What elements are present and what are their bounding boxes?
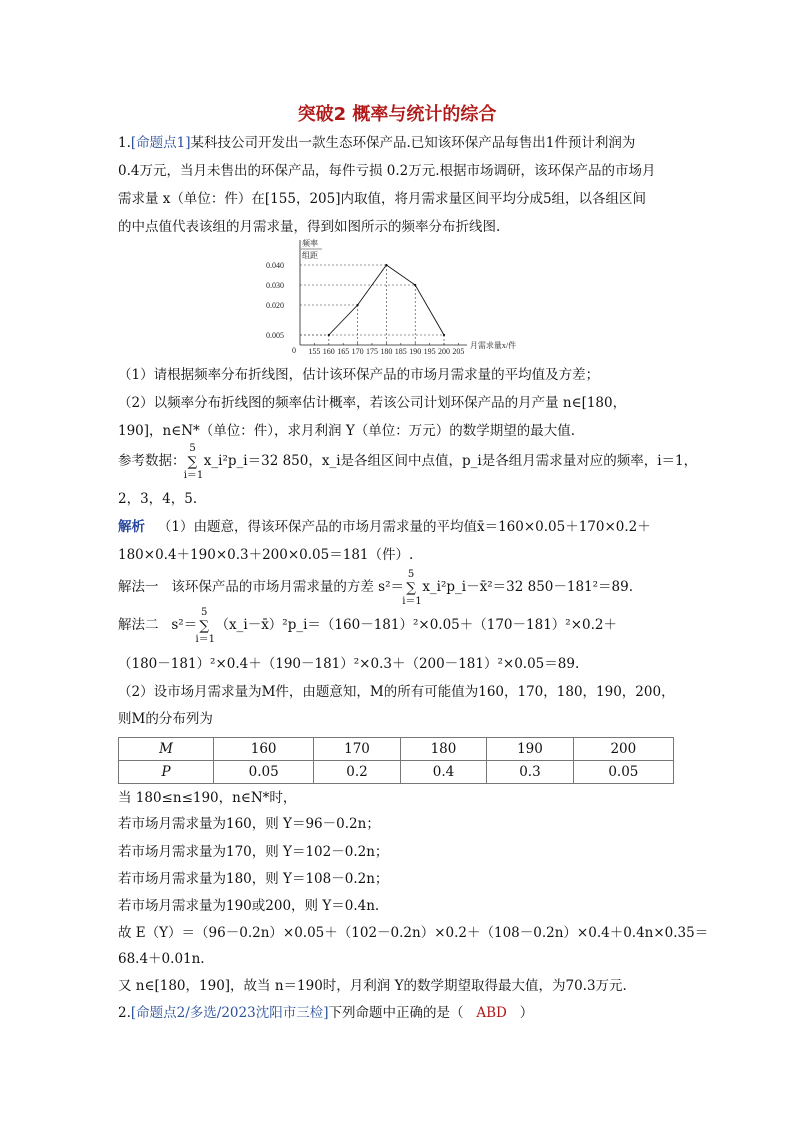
sum-symbol: ∑ 5 i＝1 [404, 579, 418, 597]
question-tag: [命题点1] [130, 135, 191, 151]
method-text: （x_i－x̄）²p_i＝（160－181）²×0.05＋（170－181）²×0.2＋ [215, 617, 617, 633]
x-tick-label: 175 [366, 347, 378, 356]
method-text: 该环保产品的市场月需求量的方差 s²＝ [171, 579, 405, 595]
solution-line: 若市场月需求量为160，则 Y＝96－0.2n； [118, 816, 380, 832]
reference-data: 2，3，4，5. [118, 491, 198, 507]
data-point [385, 264, 387, 266]
y-tick-label: 0.020 [266, 301, 284, 310]
page-title: 突破2 概率与统计的综合 [297, 104, 497, 125]
question-tag: [命题点2/多选/2023沈阳市三检] [130, 1005, 329, 1021]
method-label: 解法二 [118, 617, 159, 633]
part-2: 190]，n∈N*（单位：件），求月利润 Y（单位：万元）的数学期望的最大值. [118, 423, 576, 439]
part-2: （2）以频率分布折线图的频率估计概率，若该公司计划环保产品的月产量 n∈[180， [118, 395, 627, 411]
ref-label: 参考数据： [118, 453, 186, 469]
table-cell: 0.05 [573, 761, 673, 784]
sum-top: 5 [189, 442, 196, 454]
solution-line: 180×0.4＋190×0.3＋200×0.05＝181（件）. [118, 547, 414, 563]
ref-text: x_i是各组区间中点值，p_i是各组月需求量对应的频率，i＝1， [321, 453, 698, 469]
x-tick-label: 180 [380, 347, 393, 356]
part-1: （1）请根据频率分布折线图，估计该环保产品的市场月需求量的平均值及方差； [118, 367, 600, 383]
sum-top: 5 [407, 568, 415, 580]
cell-text: M [159, 741, 173, 757]
origin-label: 0 [292, 346, 296, 355]
x-tick-label: 190 [409, 347, 422, 356]
data-point [357, 304, 359, 306]
solution-line: 若市场月需求量为180，则 Y＝108－0.2n； [118, 871, 389, 887]
question-number: 2. [118, 1005, 131, 1021]
solution-text: （1）由题意，得该环保产品的市场月需求量的平均值x̄＝160×0.05＋170×0.2＋ [157, 519, 651, 535]
ref-formula: x_i²p_i＝32 850， [203, 453, 322, 469]
solution-line [118, 518, 651, 536]
table-cell: 190 [487, 738, 573, 761]
table-cell: 0.3 [487, 761, 573, 784]
data-point [328, 334, 330, 336]
sum-bottom: i＝1 [402, 595, 422, 607]
q1-line: 的中点值代表该组的月需求量，得到如图所示的频率分布折线图. [118, 219, 501, 235]
x-tick-label: 170 [351, 347, 364, 356]
question-text: ） [519, 1005, 534, 1021]
method-text: x_i²p_i－x̄²＝32 850－181²＝89. [422, 579, 634, 595]
data-point [414, 284, 416, 286]
part-2-solution: 则M的分布列为 [118, 711, 213, 727]
solution-line: 又 n∈[180，190]，故当 n＝190时，月利润 Y的数学期望取得最大值，为70.3万元. [118, 978, 627, 994]
y-label-top: 频率 [302, 239, 318, 248]
method-2: （180－181）²×0.4＋（190－181）²×0.3＋（200－181）²×0.05＝89. [118, 656, 580, 672]
x-tick-label: 195 [423, 347, 436, 356]
table-row [119, 738, 674, 761]
x-tick-label: 165 [337, 347, 350, 356]
table-cell: 180 [400, 738, 486, 761]
x-tick-label: 205 [452, 347, 465, 356]
frequency-polyline [329, 265, 444, 335]
data-point [443, 334, 445, 336]
x-tick-label: 200 [438, 347, 450, 356]
solution-line: 若市场月需求量为190或200，则 Y＝0.4n. [118, 898, 380, 914]
x-tick-label: 160 [322, 347, 335, 356]
table-cell: 170 [314, 738, 400, 761]
table-cell: 0.05 [214, 761, 314, 784]
method-1 [118, 568, 634, 607]
sum-bottom: i＝1 [195, 633, 215, 645]
q1-line: 需求量 x（单位：件）在[155，205]内取值，将月需求量区间平均分成5组，以各组区间 [118, 191, 647, 207]
table-header-cell [119, 761, 214, 784]
table-cell: 0.4 [400, 761, 486, 784]
solution-label: 解析 [118, 519, 145, 535]
sum-symbol: ∑ 5 i＝1 [197, 617, 211, 635]
solution-line: 当 180≤n≤190，n∈N*时， [118, 790, 297, 806]
frequency-polygon-chart [262, 236, 532, 361]
table-row [119, 761, 674, 784]
sum-symbol: ∑ 5 i＝1 [186, 453, 200, 471]
solution-line: 若市场月需求量为170，则 Y＝102－0.2n； [118, 844, 389, 860]
x-axis-label: 月需求量x/件 [469, 341, 517, 350]
question-number: 1. [118, 135, 131, 151]
table-cell: 0.2 [314, 761, 400, 784]
y-tick-label: 0.040 [266, 261, 284, 270]
distribution-table [118, 737, 674, 784]
answer: ABD [476, 1005, 507, 1021]
solution-line: 68.4＋0.01n. [118, 951, 205, 967]
y-tick-label: 0.030 [266, 281, 284, 290]
reference-data [118, 442, 698, 481]
method-text: s²＝ [171, 617, 198, 633]
x-tick-label: 155 [308, 347, 321, 356]
table-cell: 160 [214, 738, 314, 761]
table-cell: 200 [573, 738, 673, 761]
y-label-bottom: 组距 [302, 251, 318, 260]
cell-text: P [161, 764, 171, 780]
part-2-solution: （2）设市场月需求量为M件，由题意知，M的所有可能值为160，170，180，190，200， [118, 684, 675, 700]
q2-line [118, 1004, 533, 1022]
question-text: 某科技公司开发出一款生态环保产品.已知该环保产品每售出1件预计利润为 [190, 135, 636, 151]
method-label: 解法一 [118, 579, 159, 595]
q1-line: 0.4万元，当月未售出的环保产品，每件亏损 0.2万元.根据市场调研，该环保产品的市场月 [118, 163, 656, 179]
sum-top: 5 [201, 606, 208, 618]
x-tick-label: 185 [394, 347, 407, 356]
question-text: 下列命题中正确的是（ [328, 1005, 464, 1021]
q1-line [118, 134, 635, 152]
solution-line: 故 E（Y）＝（96－0.2n）×0.05＋（102－0.2n）×0.2＋（108－0.2n）×0.4＋0.4n×0.35＝ [118, 925, 709, 941]
table-header-cell [119, 738, 214, 761]
y-tick-label: 0.005 [266, 331, 284, 340]
sum-bottom: i＝1 [183, 469, 204, 481]
method-2 [118, 606, 617, 645]
